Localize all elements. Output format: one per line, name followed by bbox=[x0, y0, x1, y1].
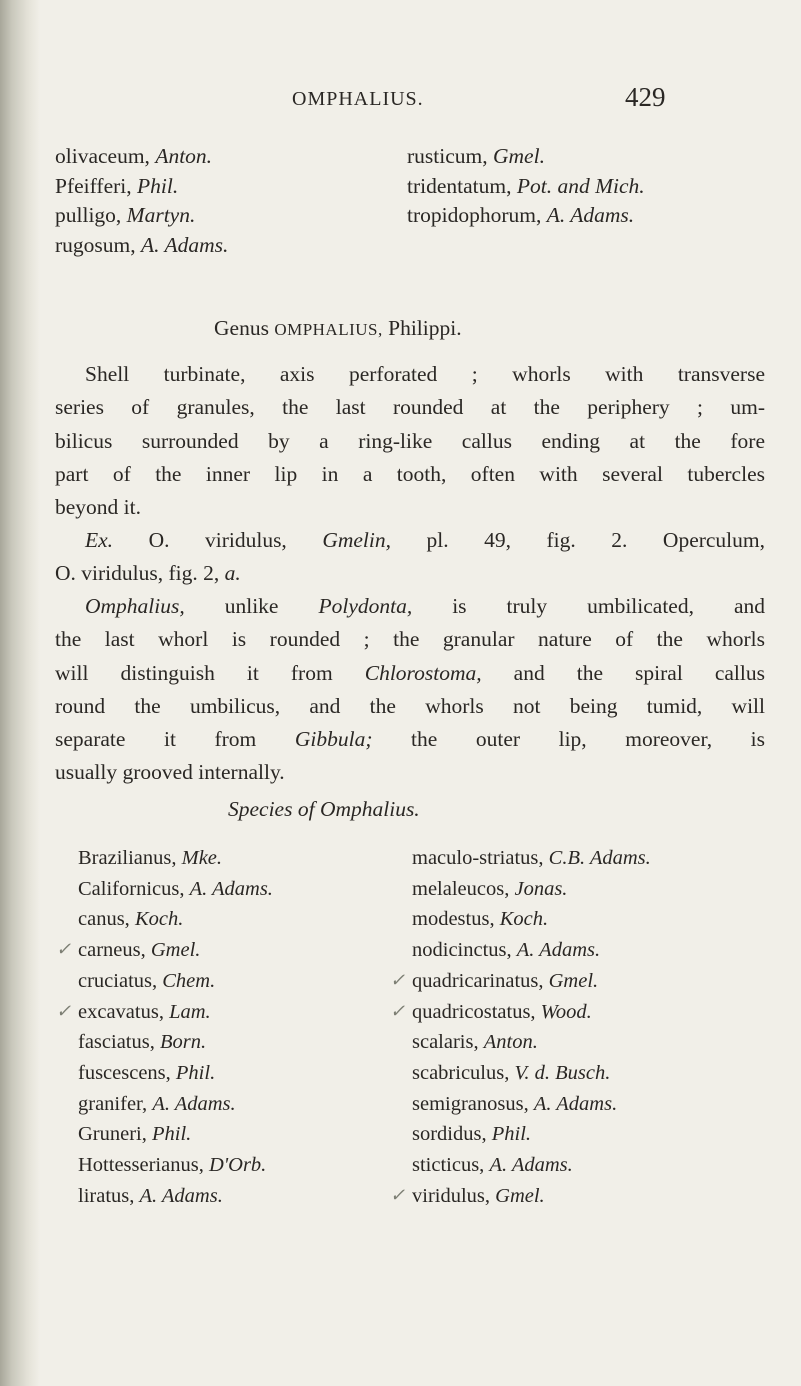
check-mark-icon: ✓ bbox=[390, 969, 406, 990]
species-entry: sordidus, Phil. bbox=[412, 1123, 532, 1146]
species-entry: Brazilianus, Mke. bbox=[78, 847, 223, 869]
species-entry: Californicus, A. Adams. bbox=[78, 877, 273, 900]
species-entry: nodicinctus, A. Adams. bbox=[412, 939, 601, 962]
species-entry: Hottesserianus, D'Orb. bbox=[78, 1154, 267, 1177]
running-title: OMPHALIUS. bbox=[292, 88, 424, 110]
page-header bbox=[0, 82, 801, 126]
species-left-column bbox=[56, 843, 273, 1211]
comparison-paragraph: Omphalius, unlike Polydonta, is truly umbilicated, and the last whorl is rounded ; the granular nature of the whorls will distinguish it from Chlorostoma, and the spiral callus round the umbilicus, and the whorls not being tumid, will separate it from Gibbula; the outer lip, moreover, is usually grooved internally. bbox=[55, 594, 766, 785]
species-entry: scalaris, Anton. bbox=[412, 1031, 538, 1054]
species-entry: liratus, A. Adams. bbox=[78, 1184, 223, 1207]
page-number: 429 bbox=[625, 82, 666, 112]
species-entry: scabriculus, V. d. Busch. bbox=[412, 1061, 611, 1084]
check-mark-icon: ✓ bbox=[56, 1000, 72, 1021]
species-entry: maculo-striatus, C.B. Adams. bbox=[412, 847, 651, 869]
page-gutter-shadow bbox=[0, 0, 40, 1386]
species-entry: sticticus, A. Adams. bbox=[412, 1154, 573, 1177]
species-entry: fasciatus, Born. bbox=[78, 1031, 207, 1054]
species-entry: modestus, Koch. bbox=[412, 908, 549, 931]
species-entry: Gruneri, Phil. bbox=[78, 1123, 192, 1146]
example-paragraph: Ex. O. viridulus, Gmelin, pl. 49, fig. 2. Operculum, O. viridulus, fig. 2, a. bbox=[55, 528, 766, 586]
synonym-entry: pulligo, Martyn. bbox=[55, 203, 196, 227]
synonym-entry: tridentatum, Pot. and Mich. bbox=[407, 173, 645, 198]
species-entry: semigranosus, A. Adams. bbox=[412, 1092, 618, 1115]
genus-description: Shell turbinate, axis perforated ; whorls with transverse series of granules, the last rounded at the periphery ; um- bilicus surrounded by a ring-like callus ending at the fore part of the inner lip in a tooth, often with several tubercles beyond it. bbox=[55, 362, 765, 520]
species-heading: Species of Omphalius. bbox=[228, 797, 420, 821]
species-entry: ✓ carneus, Gmel. bbox=[78, 935, 273, 966]
species-entry: ✓ excavatus, Lam. bbox=[78, 997, 273, 1028]
synonym-entry: Pfeifferi, Phil. bbox=[55, 173, 179, 198]
species-entry: cruciatus, Chem. bbox=[78, 969, 216, 992]
species-entry: ✓ viridulus, Gmel. bbox=[412, 1181, 651, 1212]
synonyms-right-column bbox=[407, 142, 645, 231]
synonym-entry: rusticum, Gmel. bbox=[407, 144, 545, 168]
species-entry: melaleucos, Jonas. bbox=[412, 877, 568, 900]
species-entry: ✓ quadricostatus, Wood. bbox=[412, 997, 651, 1028]
genus-heading: Genus OMPHALIUS, Philippi. bbox=[214, 316, 462, 340]
synonym-entry: rugosum, A. Adams. bbox=[55, 232, 229, 257]
check-mark-icon: ✓ bbox=[56, 939, 72, 960]
species-entry: canus, Koch. bbox=[78, 908, 184, 931]
species-entry: fuscescens, Phil. bbox=[78, 1061, 216, 1084]
check-mark-icon: ✓ bbox=[390, 1184, 406, 1205]
species-entry: ✓ quadricarinatus, Gmel. bbox=[412, 966, 651, 997]
check-mark-icon: ✓ bbox=[390, 1000, 406, 1021]
species-right-column bbox=[390, 843, 651, 1211]
synonym-entry: tropidophorum, A. Adams. bbox=[407, 203, 635, 227]
synonyms-left-column bbox=[55, 142, 228, 260]
synonym-entry: olivaceum, Anton. bbox=[55, 144, 213, 168]
species-entry: granifer, A. Adams. bbox=[78, 1092, 236, 1115]
